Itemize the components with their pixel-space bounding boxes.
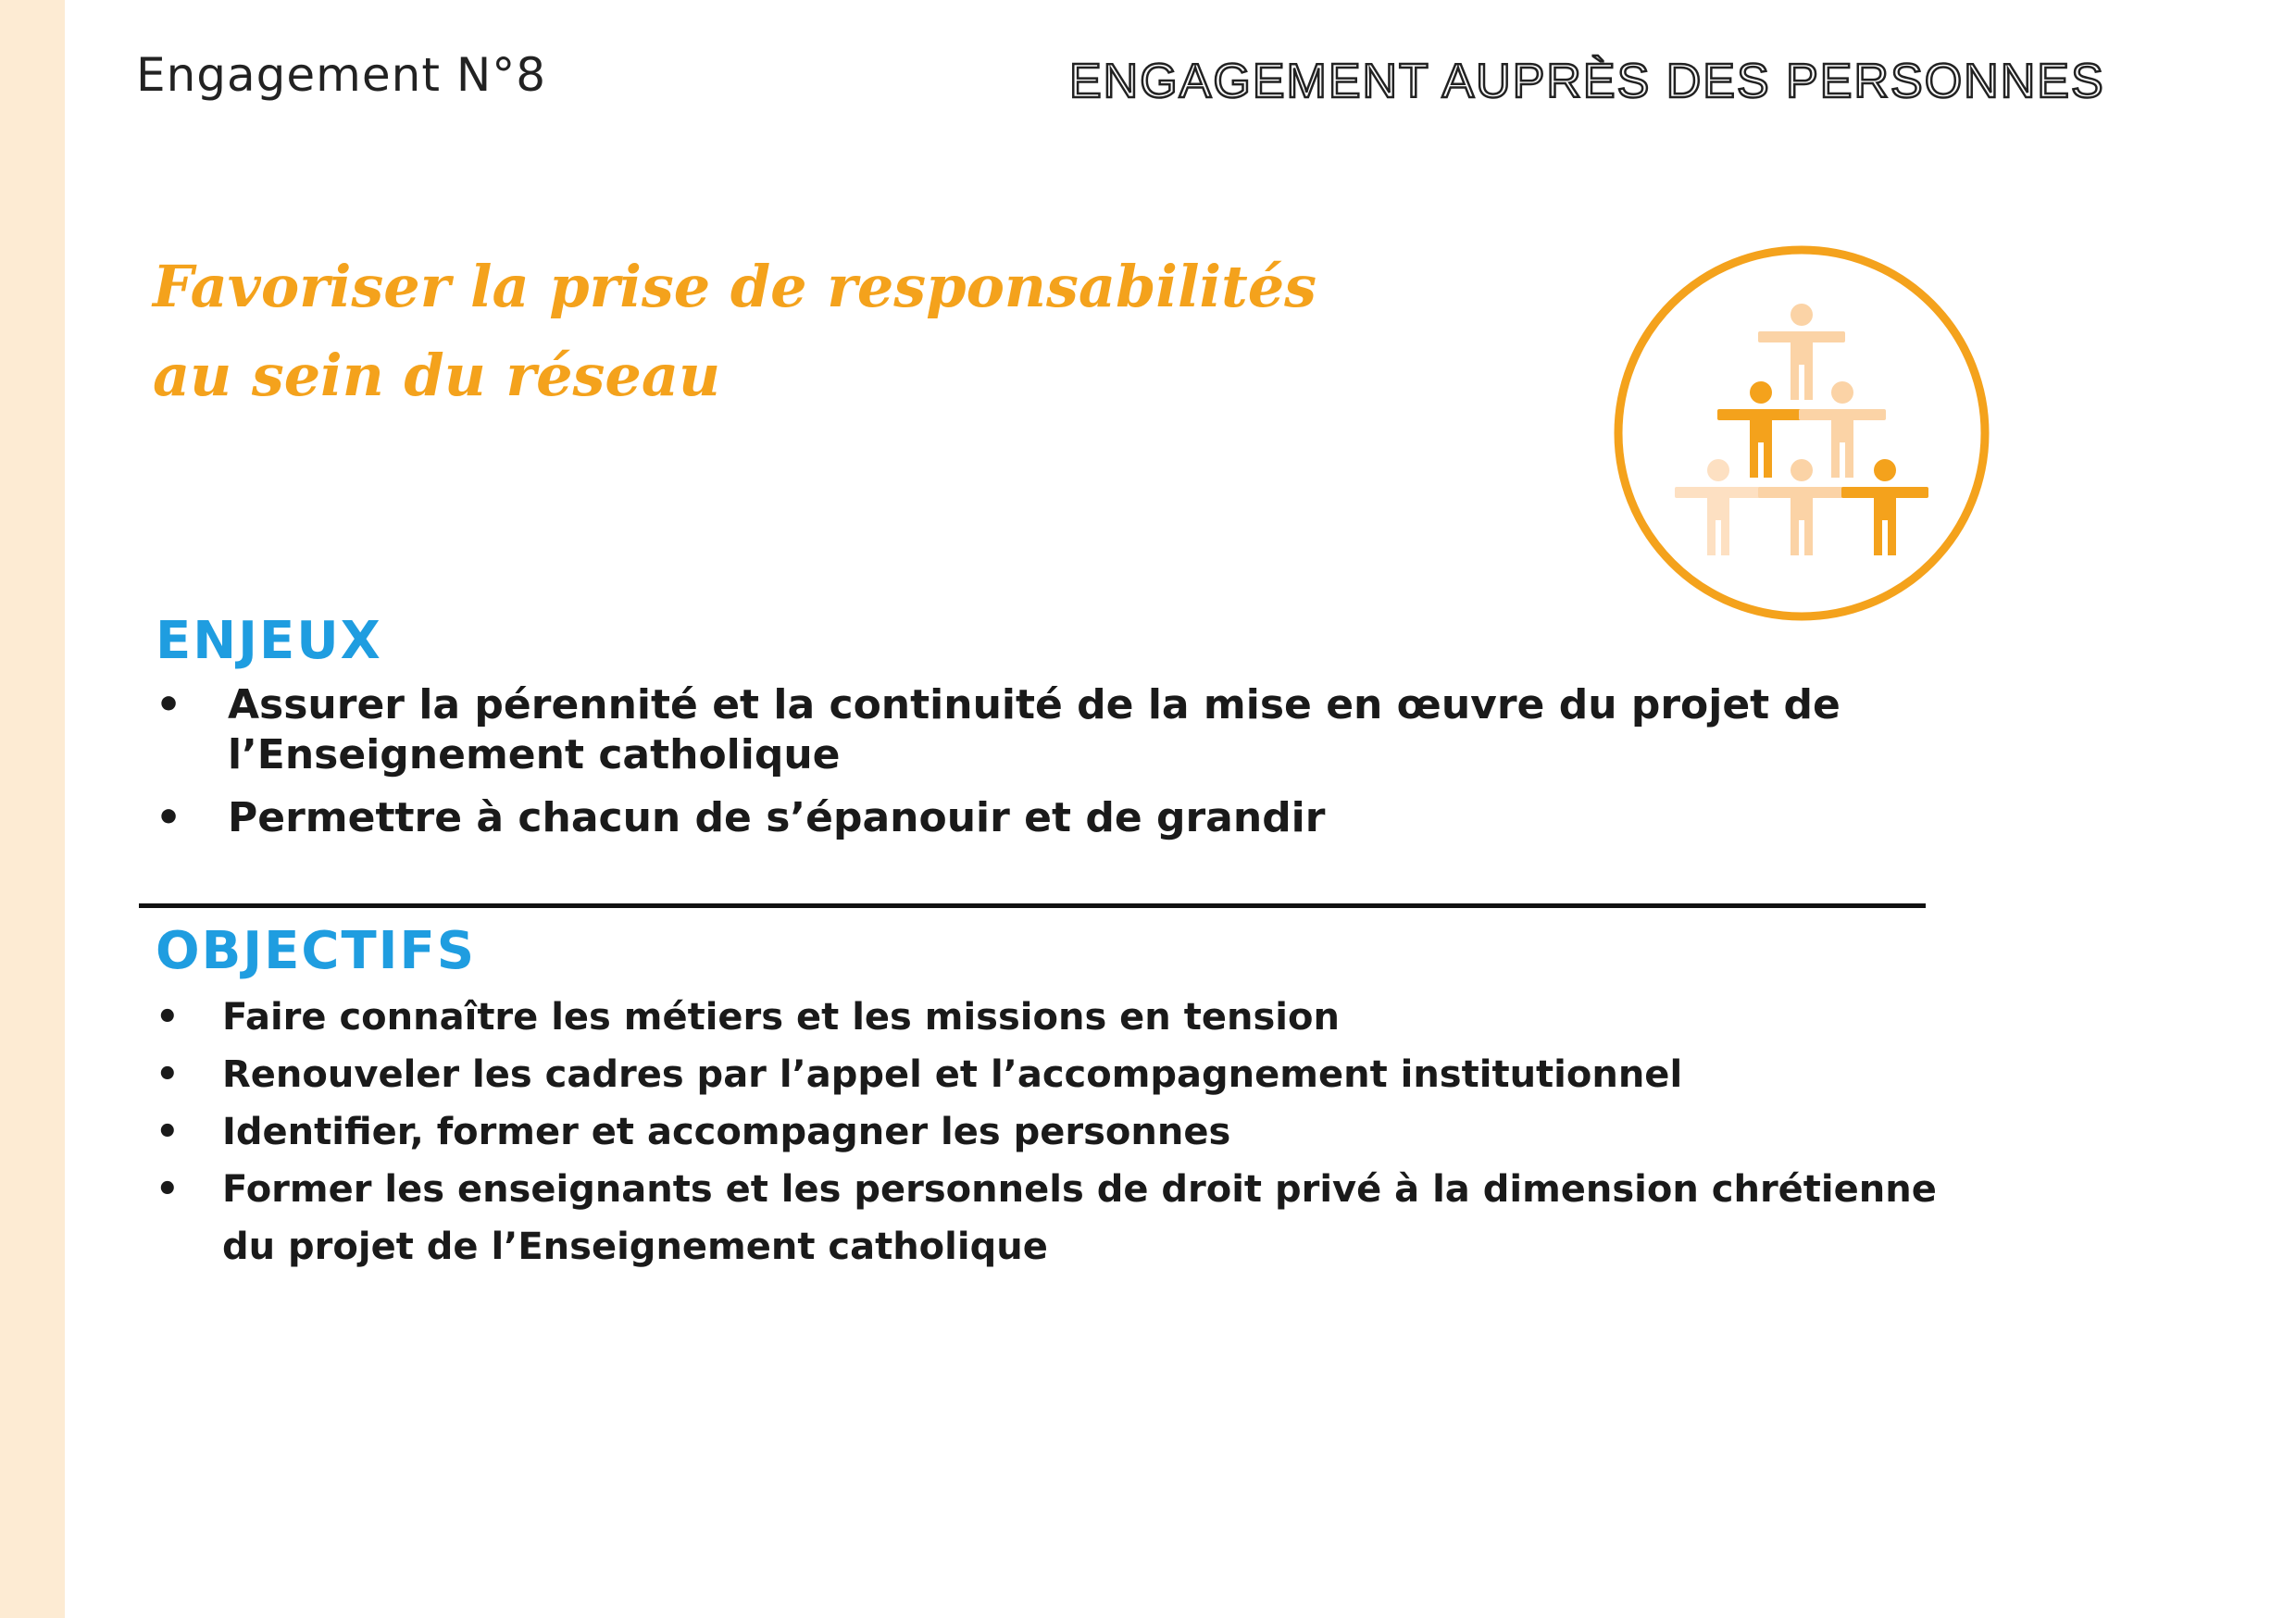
bullet-icon: • bbox=[156, 794, 182, 841]
bullet-icon: • bbox=[156, 681, 182, 728]
list-item bbox=[156, 793, 1841, 843]
bullet-icon: • bbox=[156, 1111, 180, 1153]
objectifs-list bbox=[156, 989, 1937, 1276]
list-item-line: Former les enseignants et les personnels de droit privé à la dimension chrétienne bbox=[222, 1168, 1937, 1211]
bullet-icon: • bbox=[156, 1053, 180, 1096]
pyramid-person-top bbox=[1758, 304, 1845, 400]
enjeux-heading: ENJEUX bbox=[156, 611, 382, 671]
list-item bbox=[156, 989, 1937, 1046]
enjeux-list bbox=[156, 680, 1841, 856]
page-title-line-1: Favoriser la prise de responsabilités bbox=[153, 253, 1317, 320]
side-band bbox=[0, 0, 65, 1618]
bullet-icon: • bbox=[156, 996, 180, 1039]
bullet-icon: • bbox=[156, 1168, 180, 1211]
page-title-line-2: au sein du réseau bbox=[153, 342, 721, 409]
pyramid-person-bottom-left bbox=[1675, 459, 1762, 555]
category-label: ENGAGEMENT AUPRÈS DES PERSONNES bbox=[1069, 55, 2105, 108]
human-pyramid-icon bbox=[1609, 230, 1994, 637]
engagement-number: Engagement N°8 bbox=[136, 48, 547, 102]
page-title bbox=[153, 243, 1449, 420]
list-item-line: Identifier, former et accompagner les personnes bbox=[222, 1111, 1231, 1153]
list-item bbox=[156, 680, 1841, 780]
list-item-line: Assurer la pérennité et la continuité de la mise en œuvre du projet de bbox=[228, 681, 1841, 728]
pyramid-person-bottom-right bbox=[1841, 459, 1928, 555]
list-item-line: Renouveler les cadres par l’appel et l’accompagnement institutionnel bbox=[222, 1053, 1683, 1096]
list-item-line: l’Enseignement catholique bbox=[228, 731, 841, 778]
section-divider bbox=[139, 903, 1926, 908]
list-item bbox=[156, 1103, 1937, 1161]
list-item-line: Faire connaître les métiers et les missions en tension bbox=[222, 996, 1340, 1039]
objectifs-heading: OBJECTIFS bbox=[156, 921, 477, 981]
list-item-line: Permettre à chacun de s’épanouir et de grandir bbox=[228, 794, 1326, 841]
list-item bbox=[156, 1161, 1937, 1276]
list-item-line: du projet de l’Enseignement catholique bbox=[222, 1226, 1048, 1268]
list-item bbox=[156, 1046, 1937, 1103]
